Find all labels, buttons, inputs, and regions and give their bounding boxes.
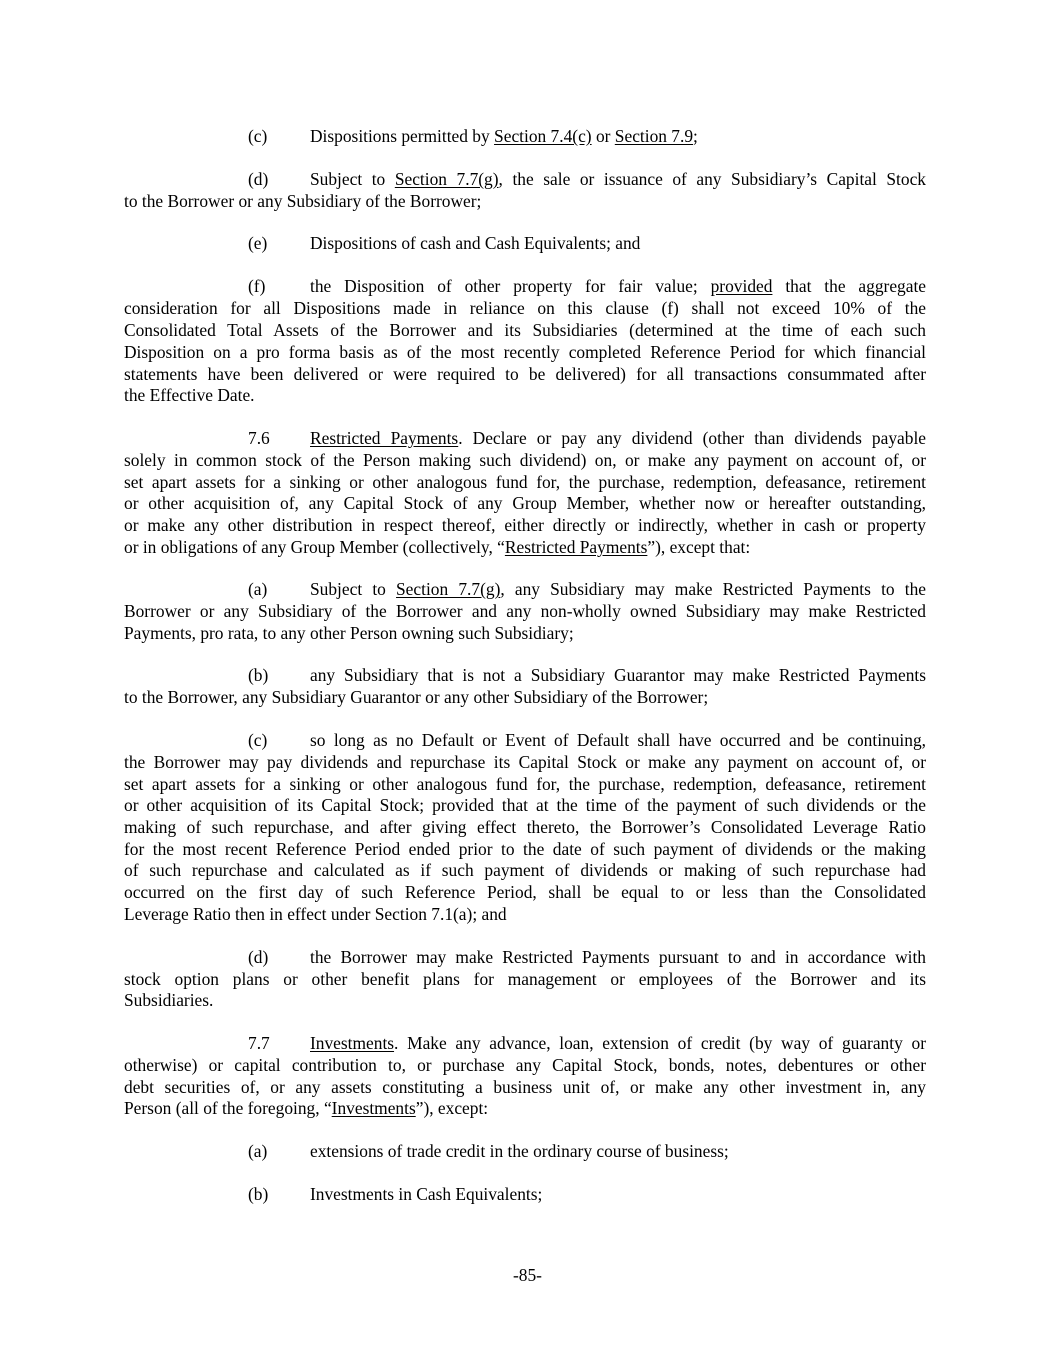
clause-text: the Borrower may make Restricted Payments pursuant to and in accordance with — [310, 947, 926, 967]
section-text-line: or make any other distribution in respect thereof, either directly or indirectly, whether in cash or property — [124, 515, 926, 535]
clause-text: the Disposition of other property for fair value; provided that the aggregate — [310, 276, 927, 296]
clause-text: Subject to Section 7.7(g), the sale or issuance of any Subsidiary’s Capital Stock — [310, 169, 926, 189]
clause-label: (c) — [248, 730, 268, 750]
clause-label: (d) — [248, 947, 269, 967]
clause-label: (e) — [248, 233, 268, 253]
section-reference-link[interactable]: Section 7.7(g) — [394, 169, 499, 189]
clause-text-line: Leverage Ratio then in effect under Section 7.1(a); and — [124, 904, 507, 924]
clause-label: (b) — [248, 665, 269, 685]
section-first-line: Investments. Make any advance, loan, extension of credit (by way of guaranty or — [310, 1033, 926, 1053]
clause-text-line: occurred on the first day of such Reference Period, shall be equal to or less than the Consolidated — [124, 882, 926, 902]
clause-text: Dispositions of cash and Cash Equivalents; and — [310, 233, 641, 253]
clause-label: (a) — [248, 579, 268, 599]
clause-text: so long as no Default or Event of Default shall have occurred and be continuing, — [310, 730, 926, 750]
clause-label: (c) — [248, 126, 268, 146]
clause-text-line: making of such repurchase, and after giving effect thereto, the Borrower’s Consolidated Leverage Ratio — [124, 817, 926, 837]
section-text-line: set apart assets for a sinking or other analogous fund for, the purchase, redemption, defeasance, retirement — [124, 472, 926, 492]
clause-text-line: to the Borrower, any Subsidiary Guarantor or any other Subsidiary of the Borrower; — [124, 687, 709, 707]
clause-text-line: or other acquisition of its Capital Stock; provided that at the time of the payment of such dividends or the — [124, 795, 926, 815]
clause-text: Dispositions permitted by Section 7.4(c) or Section 7.9; — [310, 126, 698, 146]
clause-text-line: Payments, pro rata, to any other Person owning such Subsidiary; — [124, 623, 574, 643]
section-reference-link[interactable]: Section 7.9 — [614, 126, 694, 146]
section-text-line: or in obligations of any Group Member (collectively, “Restricted Payments”), except that: — [124, 537, 751, 557]
provided-term: provided — [710, 276, 773, 296]
clause-text-line: to the Borrower or any Subsidiary of the Borrower; — [124, 191, 482, 211]
clause-text-line: the Effective Date. — [124, 385, 255, 405]
section-heading: Restricted Payments — [310, 428, 459, 448]
section-text-line: or other acquisition of, any Capital Stock of any Group Member, whether now or hereafter outstanding, — [124, 493, 926, 513]
clause-text: Investments in Cash Equivalents; — [310, 1184, 543, 1204]
defined-term: Restricted Payments — [504, 537, 648, 557]
section-reference-link[interactable]: Section 7.7(g) — [396, 579, 501, 599]
page-number: -85- — [513, 1265, 542, 1285]
defined-term: Investments — [331, 1098, 416, 1118]
clause-text-line: Borrower or any Subsidiary of the Borrower and any non-wholly owned Subsidiary may make Restricted — [124, 601, 926, 621]
section-text-line: solely in common stock of the Person making such dividend) on, or make any payment on account of, or — [124, 450, 926, 470]
clause-text-line: Subsidiaries. — [124, 990, 214, 1010]
section-heading: Investments — [310, 1033, 395, 1053]
section-number: 7.7 — [248, 1033, 270, 1053]
clause-label: (f) — [248, 276, 266, 296]
clause-text-line: statements have been delivered or were required to be delivered) for all transactions consummated after — [124, 364, 926, 384]
clause-label: (d) — [248, 169, 269, 189]
clause-text-line: Consolidated Total Assets of the Borrower and its Subsidiaries (determined at the time of each such — [124, 320, 926, 340]
clause-text-line: set apart assets for a sinking or other analogous fund for, the purchase, redemption, defeasance, retirement — [124, 774, 926, 794]
clause-label: (b) — [248, 1184, 269, 1204]
clause-text-line: stock option plans or other benefit plans for management or employees of the Borrower and its — [124, 969, 926, 989]
clause-text-line: the Borrower may pay dividends and repurchase its Capital Stock or make any payment on account of, or — [124, 752, 926, 772]
clause-text-line: consideration for all Dispositions made in reliance on this clause (f) shall not exceed 10% of the — [124, 298, 926, 318]
clause-text-line: Disposition on a pro forma basis as of the most recently completed Reference Period for which financial — [124, 342, 926, 362]
clause-text-line: for the most recent Reference Period ended prior to the date of such payment of dividends or the making — [124, 839, 926, 859]
clause-text: Subject to Section 7.7(g), any Subsidiary may make Restricted Payments to the — [310, 579, 926, 599]
section-text-line: debt securities of, or any assets constituting a business unit of, or make any other investment in, any — [124, 1077, 926, 1097]
section-first-line: Restricted Payments. Declare or pay any dividend (other than dividends payable — [310, 428, 927, 448]
section-text-line: otherwise) or capital contribution to, or purchase any Capital Stock, bonds, notes, debentures or other — [124, 1055, 926, 1075]
clause-text: extensions of trade credit in the ordinary course of business; — [310, 1141, 729, 1161]
section-number: 7.6 — [248, 428, 270, 448]
clause-label: (a) — [248, 1141, 268, 1161]
section-text-line: Person (all of the foregoing, “Investments”), except: — [124, 1098, 489, 1118]
clause-text: any Subsidiary that is not a Subsidiary Guarantor may make Restricted Payments — [310, 665, 926, 685]
section-reference-link[interactable]: Section 7.4(c) — [494, 126, 592, 146]
clause-text-line: of such repurchase and calculated as if such payment of dividends or making of such repurchase had — [124, 860, 926, 880]
